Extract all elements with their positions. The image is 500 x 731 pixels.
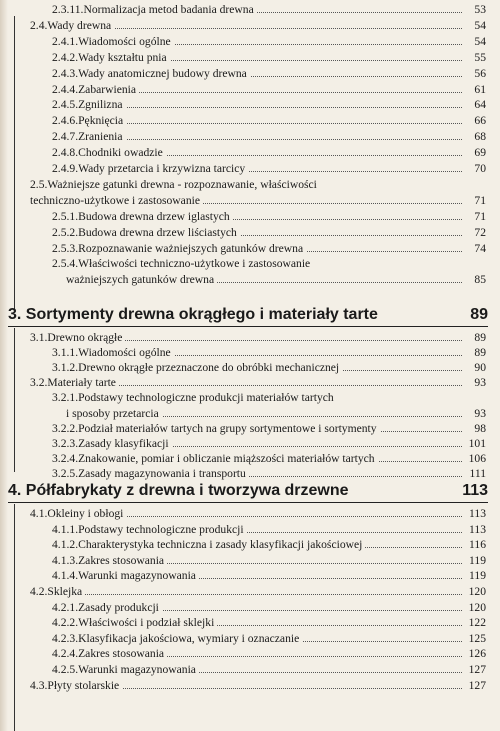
toc-entry-text [52, 113, 126, 128]
toc-entry [0, 82, 500, 97]
toc-entry-text [52, 662, 199, 677]
toc-entry [0, 522, 500, 537]
section-number: 4.2.5. [52, 663, 79, 676]
section-title: Wady drewna [47, 18, 112, 32]
section-number: 2.4.8. [52, 146, 79, 160]
section-number: 4.1.1. [52, 522, 79, 536]
toc-entry [0, 600, 500, 615]
toc-entry-text [52, 209, 233, 224]
section-title: Zasady klasyfikacji [78, 436, 169, 450]
section-number: 2.4.6. [52, 114, 79, 128]
toc-entry [0, 506, 500, 521]
section-title: Budowa drewna drzew iglastych [78, 209, 230, 223]
toc-entry-text [30, 330, 125, 345]
page-number: 55 [463, 50, 486, 65]
page-number: 126 [463, 646, 486, 661]
toc-entry [0, 193, 500, 208]
dot-leader [50, 594, 464, 595]
section-title: Zabarwienia [78, 82, 137, 96]
section-number: 4.1. [30, 507, 48, 520]
section-title: Ważniejsze gatunki drewna - rozpoznawanie, właściwości [47, 177, 317, 191]
page-number: 127 [463, 678, 486, 693]
toc-entry-text [52, 50, 170, 65]
section-title: techniczno-użytkowe i zastosowanie [30, 193, 200, 207]
section-number: 3.2. [30, 376, 48, 390]
section-number: 4.3. [30, 678, 48, 692]
toc-entry [0, 256, 500, 271]
page-number: 120 [463, 584, 486, 599]
toc-entry [0, 161, 500, 176]
toc-entry-text [52, 466, 249, 481]
page-number: 98 [463, 421, 486, 436]
toc-entry-text [52, 553, 167, 568]
toc-entry-text [52, 522, 247, 537]
section-number: 3.2.1. [52, 391, 79, 405]
section-title: Zgnilizna [78, 98, 123, 112]
page-number: 64 [463, 97, 486, 112]
toc-entry-text [52, 568, 199, 583]
page-number: 125 [463, 631, 486, 646]
section-title: Wiadomości ogólne [78, 34, 171, 48]
section-title: ważniejszych gatunków drewna [66, 273, 215, 287]
page-number: 101 [463, 436, 486, 451]
toc-entry-text [52, 646, 167, 661]
section-title: Drewno okrągłe przeznaczone do obróbki mechanicznej [78, 361, 340, 375]
dot-leader [72, 123, 464, 124]
section-title: Okleiny i obłogi [47, 507, 124, 520]
section-number: 2.4.2. [52, 50, 79, 64]
toc-entry-text [52, 34, 174, 49]
section-title: Zasady magazynowania i transportu [78, 466, 246, 480]
toc-entry-text [52, 631, 302, 646]
toc-entry [0, 225, 500, 240]
section-title: Właściwości i podział sklejki [78, 616, 215, 630]
section-number: 4.2.4. [52, 647, 79, 661]
section-number: 4.2.3. [52, 631, 79, 645]
toc-entry [0, 145, 500, 160]
section-title: Zasady produkcji [78, 600, 159, 614]
section-number: 4.2. [30, 585, 48, 598]
toc-entry [0, 631, 500, 646]
section-title: Warunki magazynowania [78, 569, 196, 583]
section-title: Wiadomości ogólne [78, 346, 171, 360]
toc-entry-text [52, 600, 162, 615]
toc-entry [0, 406, 500, 421]
toc-entry-text [52, 225, 240, 240]
page-number: 90 [463, 360, 486, 375]
section-number: 4.2.1. [52, 600, 79, 614]
toc-entry-text [52, 2, 257, 17]
section-title: Podział materiałów tartych na grupy sortymentowe i sortymenty [78, 421, 377, 435]
toc-entry [0, 2, 500, 17]
page-number: 111 [463, 466, 486, 481]
section-number: 4.2.2. [52, 616, 79, 630]
section-title: Sklejka [47, 585, 83, 598]
section-title: Warunki magazynowania [78, 663, 196, 676]
toc-entry [0, 272, 500, 287]
toc-entry-text [66, 406, 162, 421]
page-number: 69 [463, 145, 486, 160]
toc-entry [0, 345, 500, 360]
toc-entry-text [52, 537, 365, 552]
toc-entry [0, 50, 500, 65]
page-number: 68 [463, 129, 486, 144]
section-number: 2.4.1. [52, 34, 79, 48]
toc-entry-text [52, 345, 174, 360]
toc-entry-text [30, 18, 114, 33]
toc-entry-text [30, 375, 119, 390]
section-number: 2.4. [30, 18, 48, 32]
toc-entry [0, 553, 500, 568]
section-number: 2.4.5. [52, 98, 79, 112]
toc-entry [0, 615, 500, 630]
section-number: 3.2.2. [52, 421, 79, 435]
page-number: 120 [463, 600, 486, 615]
page-number: 54 [463, 18, 486, 33]
chapter-page-number: 89 [470, 306, 488, 323]
toc-entry-text [52, 241, 306, 256]
page-number: 54 [463, 34, 486, 49]
page-number: 85 [463, 272, 486, 287]
section-title: Płyty stolarskie [47, 678, 120, 692]
toc-entry [0, 466, 500, 481]
toc-entry [0, 241, 500, 256]
section-title: Wady kształtu pnia [78, 50, 167, 64]
section-number: 2.5.3. [52, 241, 79, 255]
chapter-rule [8, 326, 488, 327]
section-number: 2.5.2. [52, 225, 79, 239]
dot-leader [72, 139, 464, 140]
section-title: Normalizacja metod badania drewna [83, 3, 254, 16]
toc-entry [0, 330, 500, 345]
toc-entry-text [30, 584, 85, 599]
page-number: 71 [463, 209, 486, 224]
toc-entry [0, 360, 500, 375]
section-title: Podstawy technologiczne produkcji [78, 522, 244, 536]
toc-entry [0, 646, 500, 661]
toc-entry [0, 421, 500, 436]
section-number: 3.2.3. [52, 436, 79, 450]
toc-entry-text [30, 177, 320, 192]
section-title: Rozpoznawanie ważniejszych gatunków drewna [78, 241, 304, 255]
section-number: 2.4.7. [52, 130, 79, 144]
toc-entry [0, 436, 500, 451]
toc-entry-text [52, 97, 126, 112]
toc-entry-text [52, 145, 166, 160]
page-number: 113 [463, 506, 486, 521]
section-number: 2.4.3. [52, 66, 79, 80]
toc-entry [0, 113, 500, 128]
section-number: 2.5.4. [52, 257, 79, 271]
page-number: 53 [463, 2, 486, 17]
toc-entry-text [52, 436, 172, 451]
section-title: Charakterystyka techniczna i zasady klasyfikacji jakościowej [78, 538, 363, 552]
chapter-title: 3. Sortymenty drewna okrągłego i materiały tarte [8, 306, 378, 323]
page-number: 66 [463, 113, 486, 128]
page-number: 72 [463, 225, 486, 240]
chapter-title: 4. Półfabrykaty z drewna i tworzywa drzewne [8, 482, 349, 499]
section-title: Zakres stosowania [78, 553, 165, 567]
page-number: 119 [463, 568, 486, 583]
toc-entry [0, 129, 500, 144]
section-title: Właściwości techniczno-użytkowe i zastosowanie [78, 257, 311, 271]
section-number: 2.5.1. [52, 209, 79, 223]
section-number: 3.2.4. [52, 451, 79, 465]
page-number: 56 [463, 66, 486, 81]
page-number: 89 [463, 345, 486, 360]
section-title: Wady przetarcia i krzywizna tarcicy [78, 162, 246, 175]
page-number: 89 [463, 330, 486, 345]
section-number: 3.1. [30, 331, 48, 344]
section-title: Budowa drewna drzew liściastych [78, 225, 237, 239]
toc-entry [0, 97, 500, 112]
chapter-heading [8, 304, 488, 326]
page-number: 116 [463, 537, 486, 552]
page-number: 119 [463, 553, 486, 568]
section-number: 4.1.3. [52, 553, 79, 567]
dot-leader [72, 107, 464, 108]
page-number: 70 [463, 161, 486, 176]
page-number: 113 [463, 522, 486, 537]
section-title: Zranienia [78, 130, 123, 144]
page-number: 61 [463, 82, 486, 97]
toc-entry-text [52, 421, 380, 436]
section-title: Materiały tarte [47, 376, 116, 390]
toc-entry-text [52, 161, 248, 176]
section-number: 3.1.2. [52, 361, 79, 375]
toc-entry [0, 34, 500, 49]
toc-entry-text [52, 82, 139, 97]
toc-entry [0, 662, 500, 677]
section-title: i sposoby przetarcia [66, 406, 159, 420]
toc-entry [0, 18, 500, 33]
chapter-page-number: 113 [462, 482, 488, 499]
toc-entry-text [30, 506, 126, 521]
section-number: 2.4.4. [52, 82, 79, 96]
toc-entry-text [30, 678, 122, 693]
section-number: 3.1.1. [52, 346, 79, 360]
chapter-heading [8, 480, 488, 502]
toc-entry-text [52, 451, 378, 466]
toc-entry-text [52, 66, 250, 81]
toc-entry [0, 66, 500, 81]
page-number: 106 [463, 451, 486, 466]
toc-entry [0, 390, 500, 405]
section-title: Drewno okrągłe [47, 331, 123, 344]
section-number: 2.5. [30, 177, 48, 191]
toc-entry-text [52, 390, 337, 405]
section-number: 2.4.9. [52, 162, 79, 175]
section-title: Zakres stosowania [78, 647, 165, 661]
toc-entry-text [66, 272, 217, 287]
toc-entry [0, 584, 500, 599]
toc-entry [0, 177, 500, 192]
toc-entry [0, 537, 500, 552]
toc-entry [0, 568, 500, 583]
toc-entry [0, 209, 500, 224]
toc-entry-text [52, 129, 126, 144]
section-number: 2.3.11. [52, 3, 84, 16]
section-number: 3.2.5. [52, 466, 79, 480]
section-number: 4.1.4. [52, 569, 79, 583]
page-number: 93 [463, 375, 486, 390]
section-title: Znakowanie, pomiar i obliczanie miąższości materiałów tartych [78, 451, 375, 465]
page-number: 127 [463, 662, 486, 677]
section-title: Chodniki owadzie [78, 146, 163, 160]
section-title: Pęknięcia [78, 114, 124, 128]
toc-entry [0, 451, 500, 466]
section-title: Wady anatomicznej budowy drewna [78, 66, 247, 80]
section-title: Podstawy technologiczne produkcji materiałów tartych [78, 391, 334, 405]
toc-entry-text [52, 256, 313, 271]
page-number: 122 [463, 615, 486, 630]
toc-entry [0, 678, 500, 693]
page-number: 71 [463, 193, 486, 208]
toc-entry-text [52, 360, 342, 375]
chapter-rule [8, 502, 488, 503]
toc-entry [0, 375, 500, 390]
toc-entry-text [30, 193, 203, 208]
page-number: 93 [463, 406, 486, 421]
page-number: 74 [463, 241, 486, 256]
toc-entry-text [52, 615, 217, 630]
section-title: Klasyfikacja jakościowa, wymiary i oznaczanie [78, 631, 300, 645]
section-number: 4.1.2. [52, 538, 79, 552]
